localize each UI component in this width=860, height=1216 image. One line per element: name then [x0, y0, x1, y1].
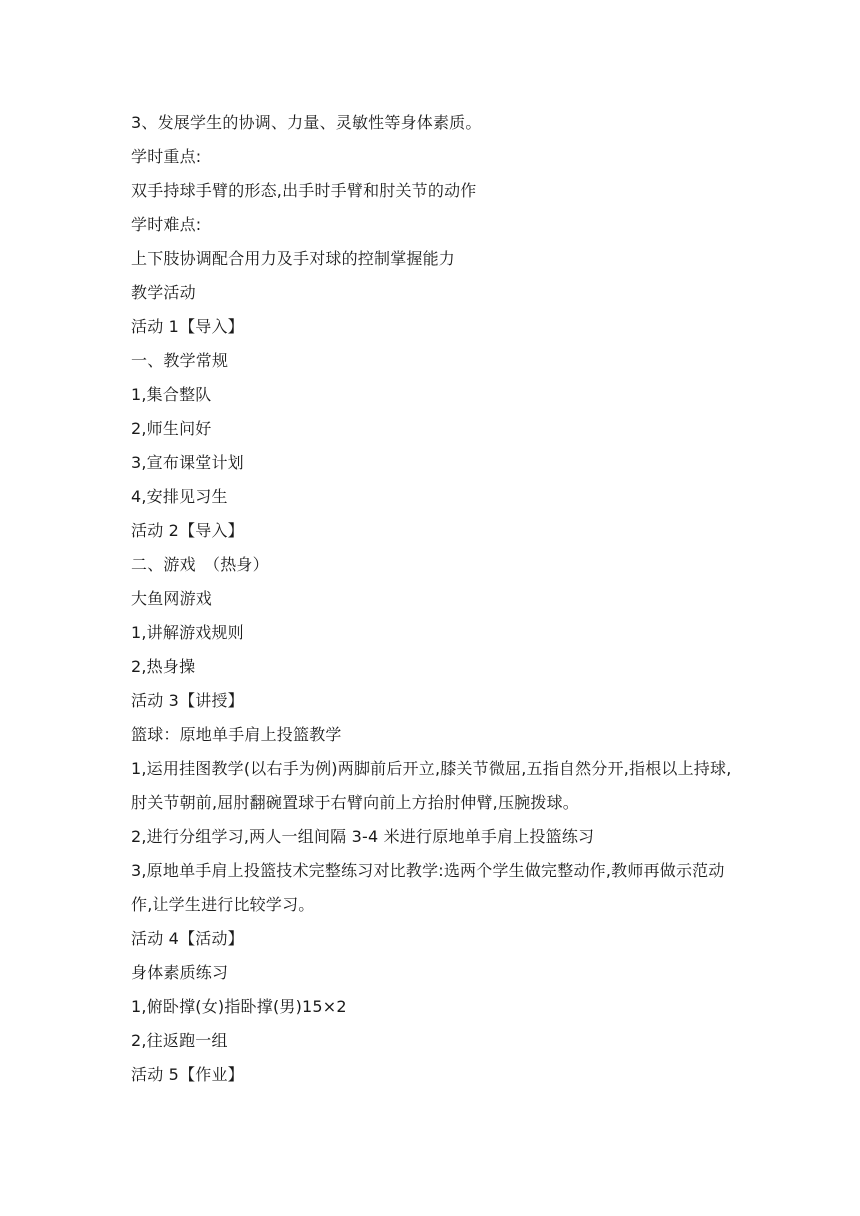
teaching-item-3: 3,原地单手肩上投篮技术完整练习对比教学:选两个学生做完整动作,教师再做示范动作,让学生进行比较学习。 [131, 861, 725, 914]
fitness-heading: 身体素质练习 [131, 963, 229, 982]
fitness-item-1: 1,俯卧撑(女)指卧撑(男)15×2 [131, 997, 347, 1016]
activity-1-heading: 活动 1【导入】 [131, 317, 244, 336]
key-points-text: 双手持球手臂的形态,出手时手臂和肘关节的动作 [131, 181, 477, 200]
game-item-2: 2,热身操 [131, 657, 196, 676]
routine-item-4: 4,安排见习生 [131, 487, 228, 506]
fitness-item-2: 2,往返跑一组 [131, 1031, 228, 1050]
activity-5-heading: 活动 5【作业】 [131, 1065, 244, 1084]
game-name: 大鱼网游戏 [131, 589, 213, 608]
section-game-heading: 二、游戏 （热身） [131, 555, 269, 574]
game-item-1: 1,讲解游戏规则 [131, 623, 244, 642]
routine-item-3: 3,宣布课堂计划 [131, 453, 244, 472]
activity-3-heading: 活动 3【讲授】 [131, 691, 244, 710]
objective-item-3: 3、发展学生的协调、力量、灵敏性等身体素质。 [131, 113, 482, 132]
key-points-heading: 学时重点: [131, 147, 202, 166]
teaching-item-2: 2,进行分组学习,两人一组间隔 3-4 米进行原地单手肩上投篮练习 [131, 827, 595, 846]
routine-item-1: 1,集合整队 [131, 385, 212, 404]
activity-2-heading: 活动 2【导入】 [131, 521, 244, 540]
teaching-item-1: 1,运用挂图教学(以右手为例)两脚前后开立,膝关节微屈,五指自然分开,指根以上持球,肘关节朝前,屈肘翻碗置球于右臂向前上方抬肘伸臂,压腕拨球。 [131, 759, 732, 812]
teaching-activities-heading: 教学活动 [131, 283, 196, 302]
routine-item-2: 2,师生问好 [131, 419, 212, 438]
basketball-topic: 篮球：原地单手肩上投篮教学 [131, 725, 342, 744]
section-routine-heading: 一、教学常规 [131, 351, 229, 370]
document-body [131, 106, 741, 1092]
activity-4-heading: 活动 4【活动】 [131, 929, 244, 948]
difficulties-heading: 学时难点: [131, 215, 202, 234]
difficulties-text: 上下肢协调配合用力及手对球的控制掌握能力 [131, 249, 456, 268]
